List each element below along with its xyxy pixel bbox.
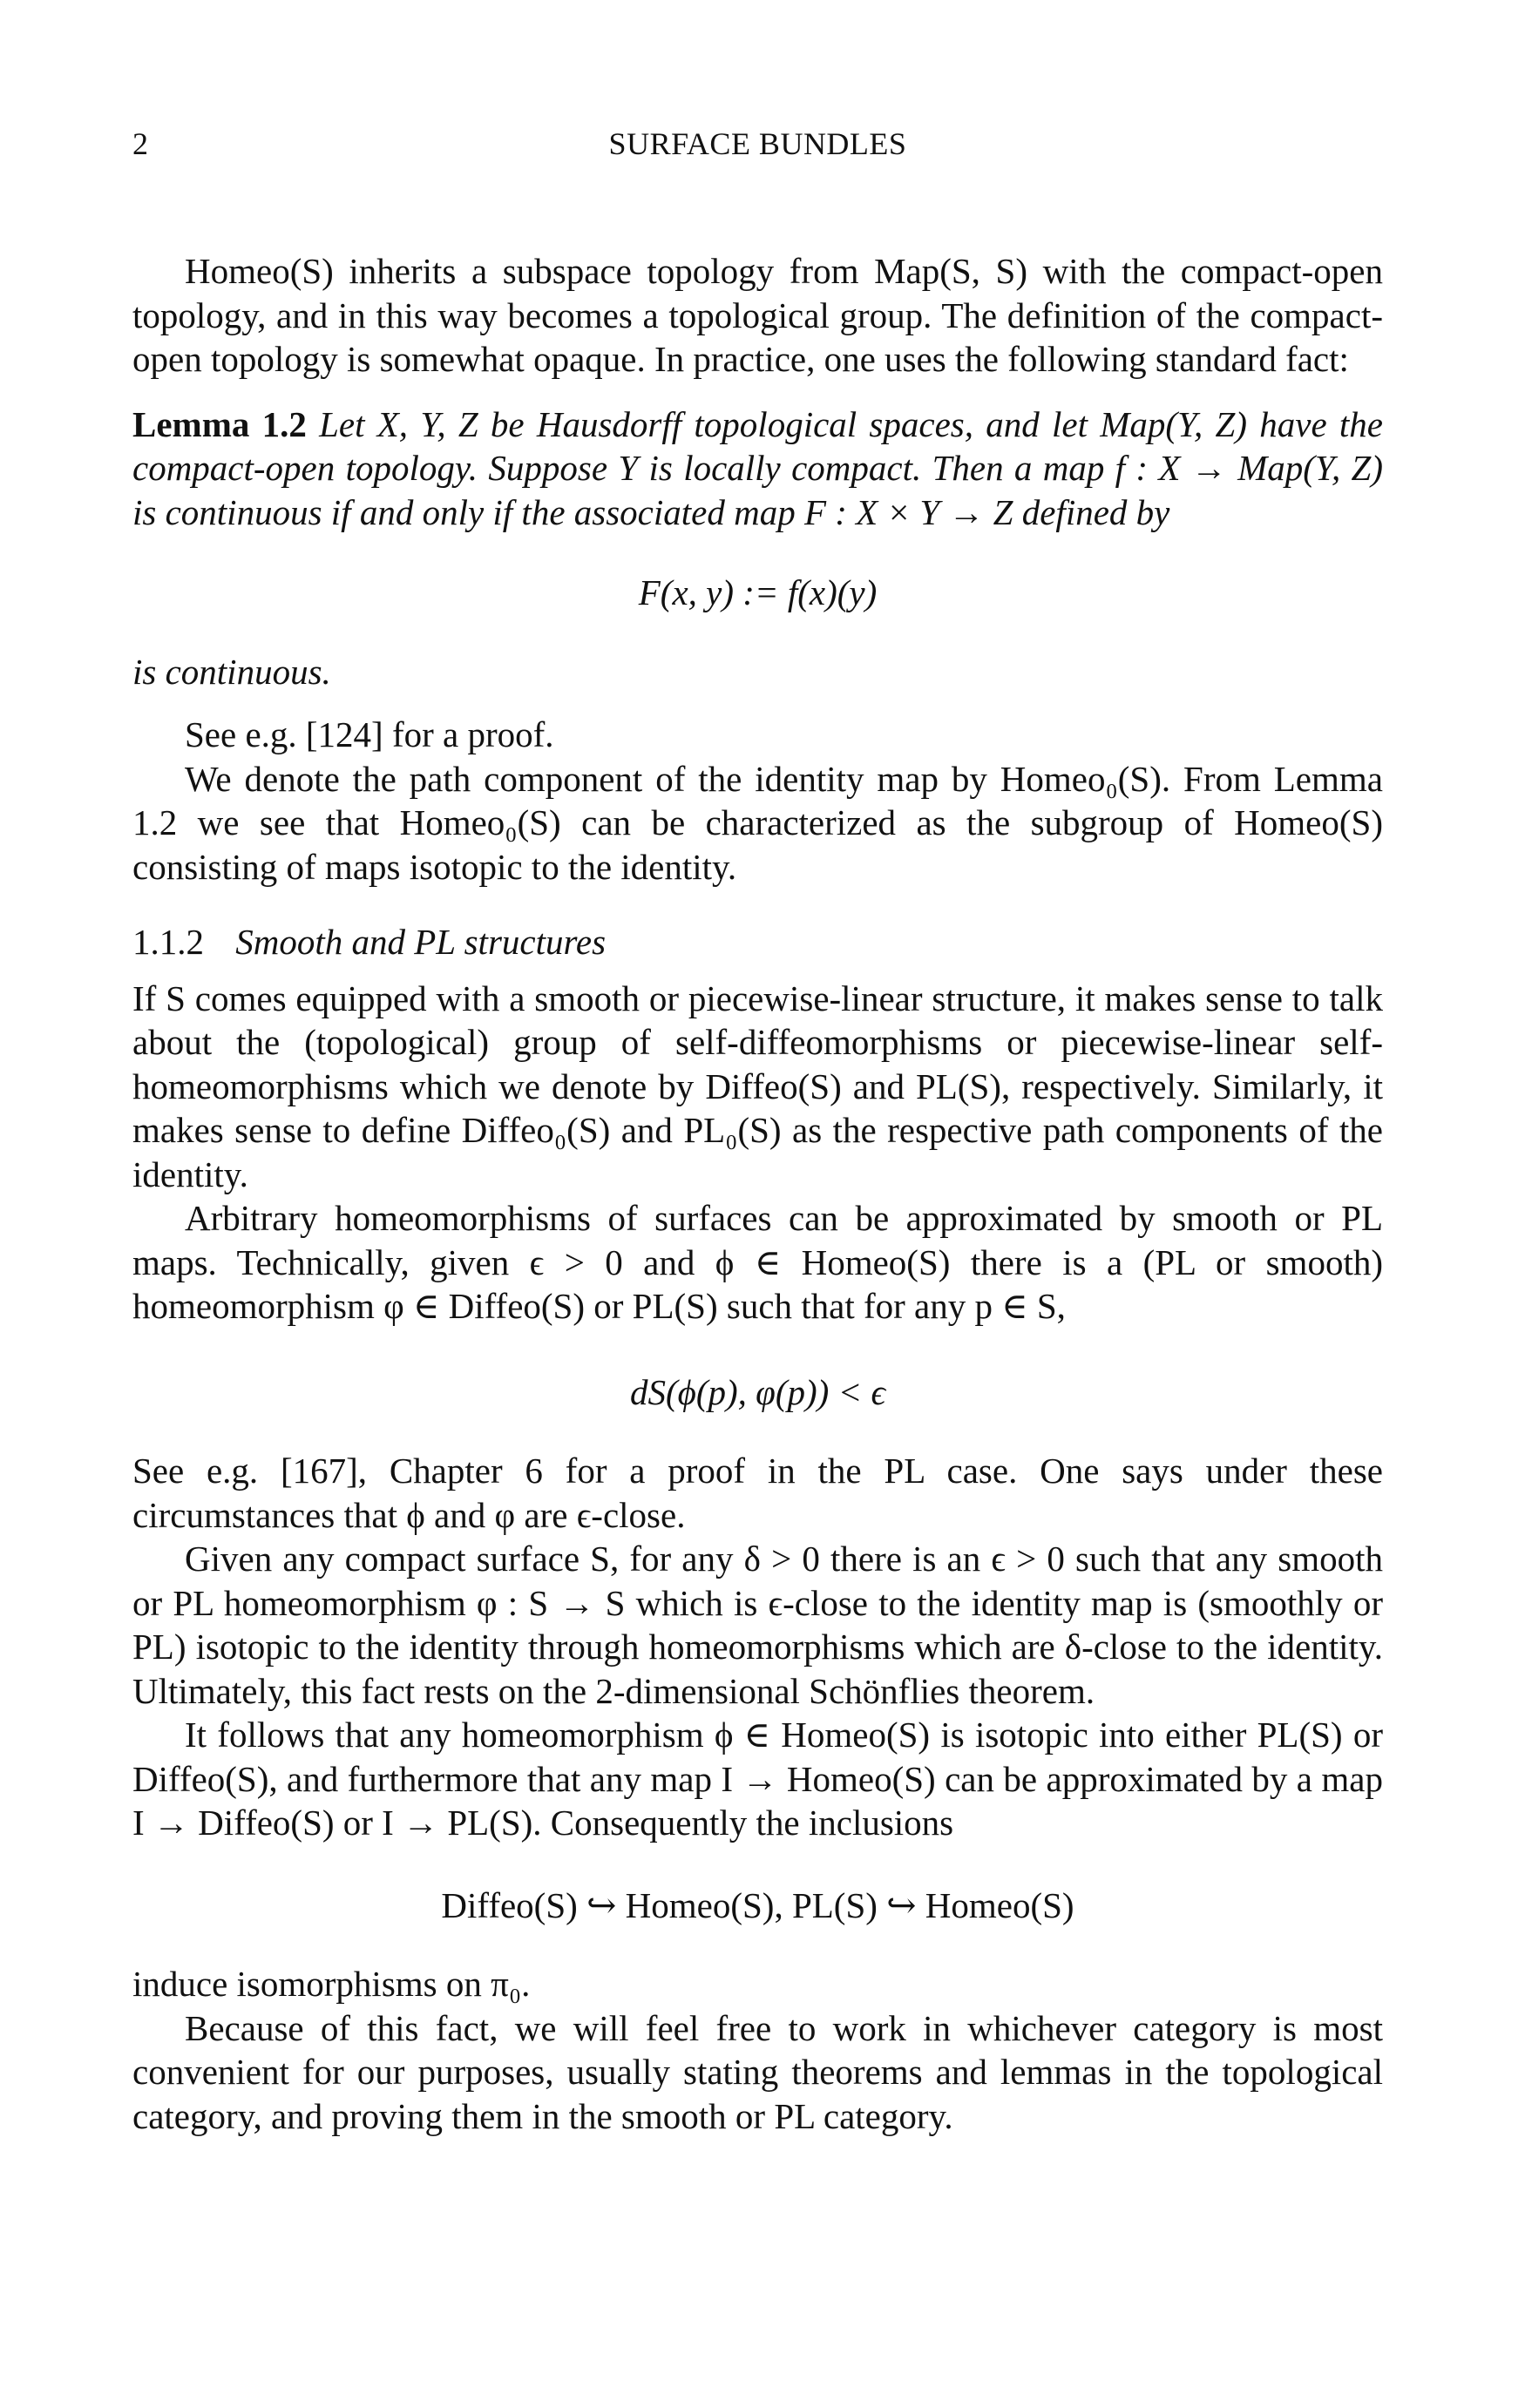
- page: [132, 122, 1383, 2138]
- lemma-label: Lemma 1.2: [132, 403, 307, 444]
- paragraph-path-component: We denote the path component of the identity map by Homeo₀(S). From Lemma 1.2 we see that Homeo₀(S) can be characterized as the subgroup of Homeo(S) consisting of maps isotopic to the identity.: [132, 758, 1383, 887]
- lemma-display-equation: F(x, y) := f(x)(y): [638, 572, 878, 612]
- subsection-heading: [132, 920, 1383, 964]
- running-title: SURFACE BUNDLES: [608, 126, 907, 161]
- paragraph-isomorphisms: induce isomorphisms on π₀.: [132, 1964, 531, 2004]
- paragraph-approximation: Arbitrary homeomorphisms of surfaces can be approximated by smooth or PL maps. Technically, given ϵ > 0 and ϕ ∈ Homeo(S) there is a (PL or smooth) homeomorphism φ ∈ Diffeo(S) or PL(S) such that for any p ∈ S,: [132, 1198, 1383, 1326]
- lemma-statement: Let X, Y, Z be Hausdorff topological spaces, and let Map(Y, Z) have the compact-open topology. Suppose Y is locally compact. Then a map f : X → Map(Y, Z) is continuous if and only if the associated map F : X × Y → Z defined by: [132, 403, 1383, 532]
- paragraph-isotopic: It follows that any homeomorphism ϕ ∈ Homeo(S) is isotopic into either PL(S) or Diffeo(S), and furthermore that any map I → Homeo(S) can be approximated by a map I → Diffeo(S) or I → PL(S). Consequently the inclusions: [132, 1715, 1383, 1843]
- lemma-conclusion: is continuous.: [132, 651, 331, 692]
- display-epsilon-close: dS(ϕ(p), φ(p)) < ϵ: [629, 1371, 885, 1412]
- running-header: [132, 122, 1383, 166]
- paragraph-compact-surface: Given any compact surface S, for any δ > 0 there is an ϵ > 0 such that any smooth or PL homeomorphism φ : S → S which is ϵ-close to the identity map is (smoothly or PL) isotopic to the identity through homeomorphisms which are δ-close to the identity. Ultimately, this fact rests on the 2-dimensional Schönflies theorem.: [132, 1539, 1383, 1711]
- paragraph-see-pl-case: See e.g. [167], Chapter 6 for a proof in the PL case. One says under these circumstances that ϕ and φ are ϵ-close.: [132, 1451, 1383, 1535]
- paragraph-homeo-topology: Homeo(S) inherits a subspace topology from Map(S, S) with the compact-open topology, and in this way becomes a topological group. The definition of the compact-open topology is somewhat opaque. In practice, one uses the following standard fact:: [132, 251, 1383, 379]
- lemma-1-2: [132, 402, 1383, 535]
- paragraph-smooth-pl: If S comes equipped with a smooth or piecewise-linear structure, it makes sense to talk about the (topological) group of self-diffeomorphisms or piecewise-linear self-homeomorphisms which we denote by Diffeo(S) and PL(S), respectively. Similarly, it makes sense to define Diffeo₀(S) and PL₀(S) as the respective path components of the identity.: [132, 977, 1383, 1194]
- paragraph-see-reference: See e.g. [124] for a proof.: [185, 714, 554, 754]
- display-inclusions: Diffeo(S) ↪ Homeo(S), PL(S) ↪ Homeo(S): [441, 1884, 1074, 1925]
- subsection-number: 1.1.2: [132, 922, 204, 962]
- paragraph-category: Because of this fact, we will feel free to work in whichever category is most convenient for our purposes, usually stating theorems and lemmas in the topological category, and proving them in the smooth or PL category.: [132, 2007, 1383, 2136]
- subsection-title: Smooth and PL structures: [235, 922, 607, 962]
- page-number: 2: [132, 126, 148, 161]
